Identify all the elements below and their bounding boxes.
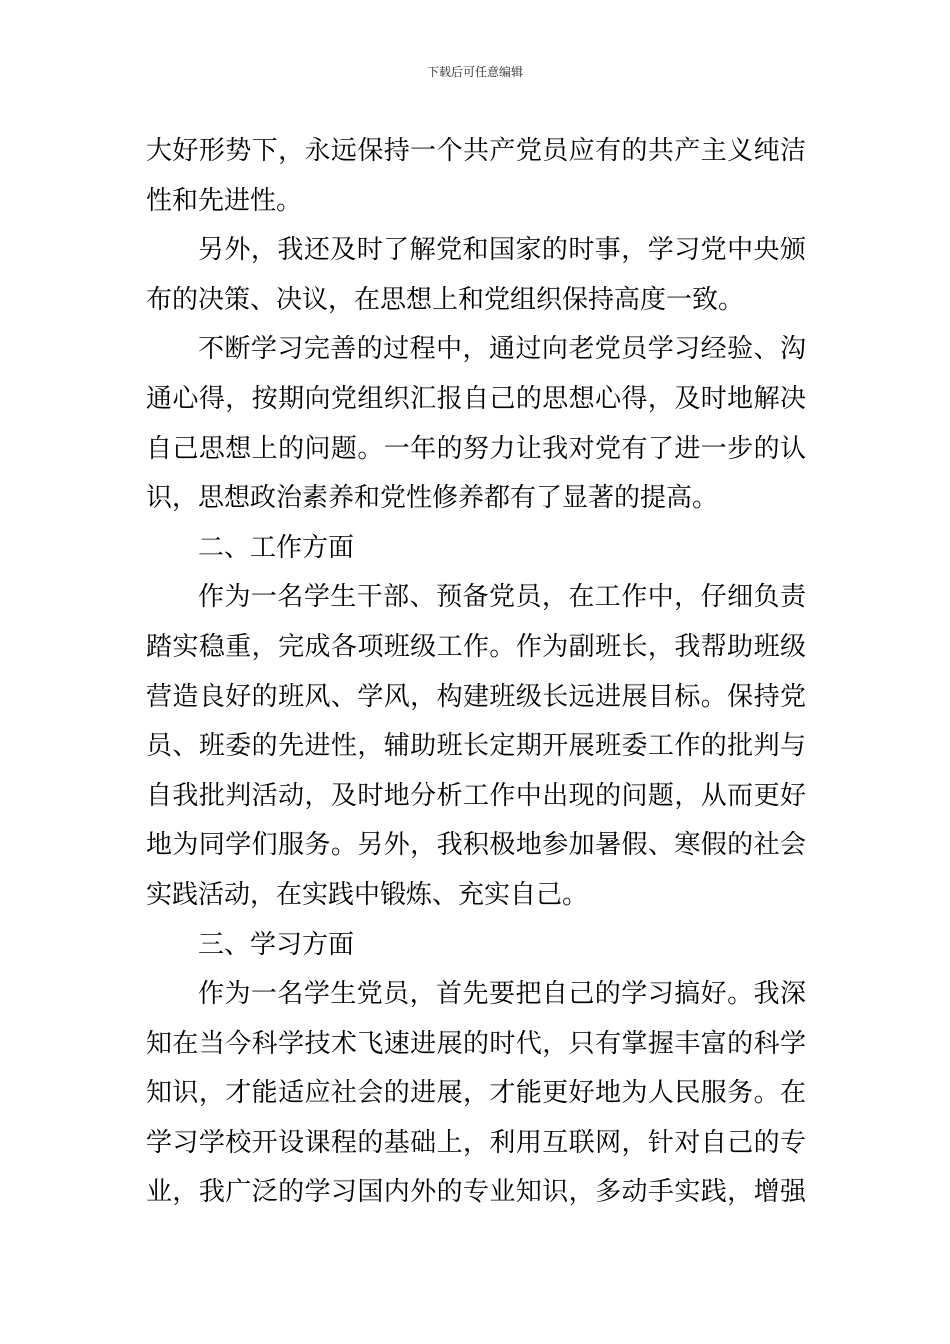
text-line: 大好形势下，永远保持一个共产党员应有的共产主义纯洁: [146, 136, 806, 166]
text-line: 作为一名学生干部、预备党员，在工作中，仔细负责: [198, 582, 806, 613]
text-line: 作为一名学生党员，首先要把自己的学习搞好。我深: [198, 979, 806, 1010]
text-line: 识，思想政治素养和党性修养都有了显著的提高。: [146, 483, 719, 514]
text-line: 知识，才能适应社会的进展，才能更好地为人民服务。在: [146, 1078, 806, 1109]
text-line: 另外，我还及时了解党和国家的时事，学习党中央颁: [198, 235, 806, 266]
page-header: 下载后可任意编辑: [426, 65, 523, 79]
text-line: 布的决策、决议，在思想上和党组织保持高度一致。: [146, 284, 745, 315]
body-text: [146, 127, 806, 1218]
text-line: 踏实稳重，完成各项班级工作。作为副班长，我帮助班级: [146, 631, 806, 662]
text-line: 不断学习完善的过程中，通过向老党员学习经验、沟: [198, 334, 806, 365]
text-line: 实践活动，在实践中锻炼、充实自己。: [146, 879, 589, 910]
text-line: 员、班委的先进性，辅助班长定期开展班委工作的批判与: [146, 731, 806, 762]
text-line: 知在当今科学技术飞速进展的时代，只有掌握丰富的科学: [146, 1028, 806, 1059]
text-line: 自我批判活动，及时地分析工作中出现的问题，从而更好: [146, 780, 806, 811]
text-line: 学习学校开设课程的基础上，利用互联网，针对自己的专: [146, 1127, 806, 1158]
section-heading: 二、工作方面: [198, 532, 355, 563]
text-line: 自己思想上的问题。一年的努力让我对党有了进一步的认: [146, 433, 806, 464]
text-line: 地为同学们服务。另外，我积极地参加暑假、寒假的社会: [146, 830, 806, 861]
section-heading: 三、学习方面: [198, 929, 355, 960]
text-line: 业，我广泛的学习国内外的专业知识，多动手实践，增强: [146, 1177, 806, 1208]
text-line: 通心得，按期向党组织汇报自己的思想心得，及时地解决: [146, 383, 806, 414]
text-line: 营造良好的班风、学风，构建班级长远进展目标。保持党: [146, 681, 806, 712]
text-line: 性和先进性。: [146, 185, 303, 216]
